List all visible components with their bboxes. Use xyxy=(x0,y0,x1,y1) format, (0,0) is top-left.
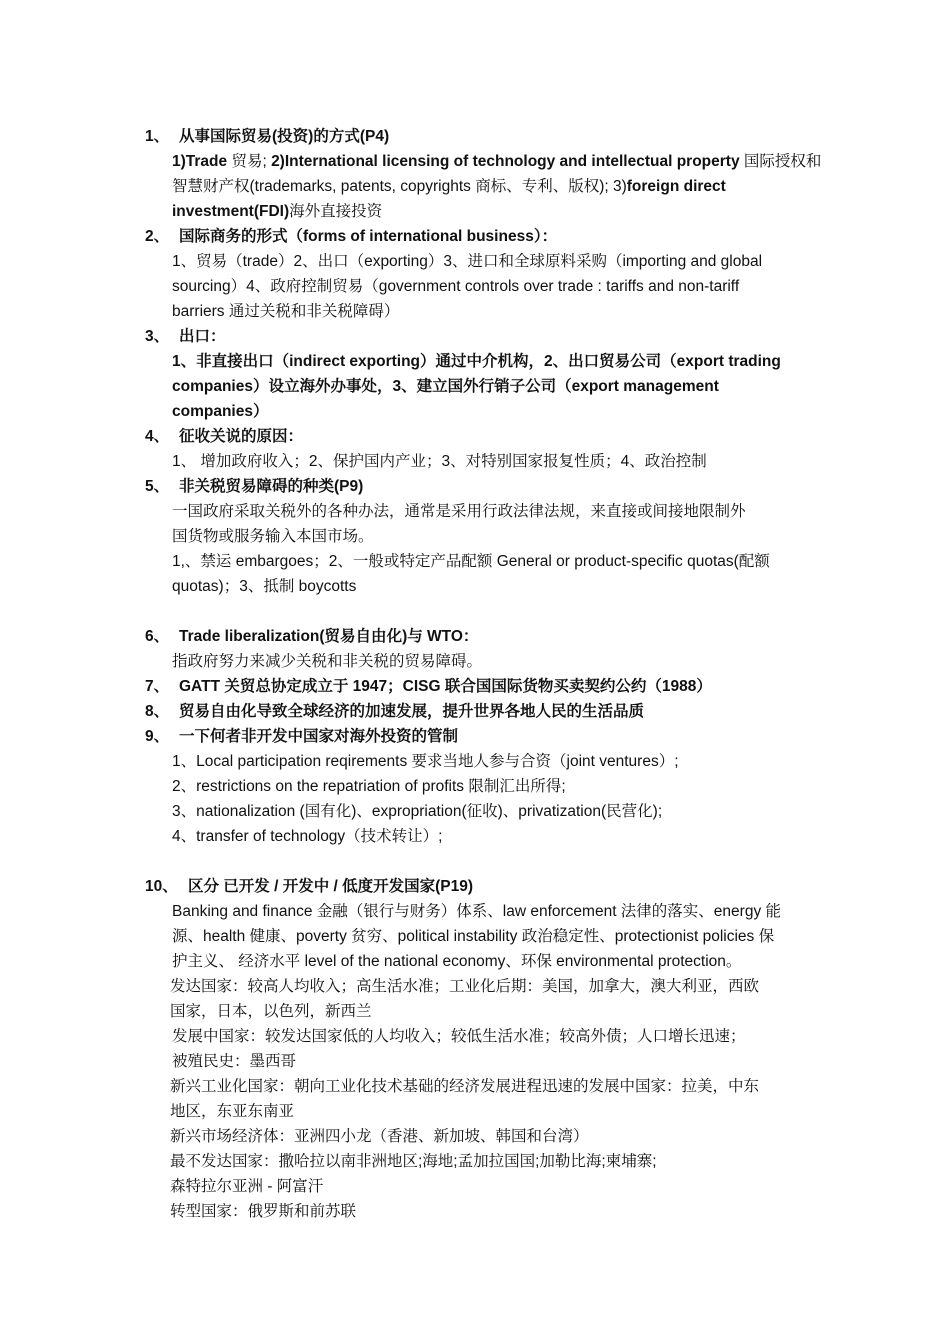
heading-text: 贸易自由化导致全球经济的加速发展，提升世界各地人民的生活品质 xyxy=(179,703,645,720)
heading-text: 国际商务的形式（forms of international business）： xyxy=(179,228,558,245)
section-2-heading xyxy=(145,224,557,249)
section-number: 7、 xyxy=(145,678,170,695)
section-number: 1、 xyxy=(145,128,170,145)
section-number: 4、 xyxy=(145,428,170,445)
section-3-line-2: companies）设立海外办事处，3、建立国外行销子公司（export management xyxy=(172,378,719,395)
section-10-line-7: 被殖民史：墨西哥 xyxy=(172,1053,297,1070)
section-4-line-1: 1、 增加政府收入；2、保护国内产业；3、对特别国家报复性质；4、政治控制 xyxy=(172,453,707,470)
section-number: 3、 xyxy=(145,328,170,345)
section-5-line-3: 1,、禁运 embargoes；2、一般或特定产品配额 General or product-specific quotas(配额 xyxy=(172,553,770,570)
section-9-line-4: 4、transfer of technology（技术转让）; xyxy=(172,828,443,845)
heading-text: 一下何者非开发中国家对海外投资的管制 xyxy=(179,728,459,745)
section-10-line-4: 发达国家：较高人均收入；高生活水准；工业化后期：美国，加拿大，澳大利亚，西欧 xyxy=(170,978,760,995)
section-6-line-1: 指政府努力来减少关税和非关税的贸易障碍。 xyxy=(172,653,483,670)
section-10-line-6: 发展中国家：较发达国家低的人均收入；较低生活水准；较高外债；人口增长迅速； xyxy=(172,1028,746,1045)
section-10-line-5: 国家，日本，以色列，新西兰 xyxy=(170,1003,372,1020)
section-number: 10、 xyxy=(145,878,178,895)
heading-text: 非关税贸易障碍的种类(P9) xyxy=(179,478,364,495)
section-9-line-1: 1、Local participation reqirements 要求当地人参与合资（joint ventures）; xyxy=(172,753,679,770)
section-6-heading xyxy=(145,624,478,649)
section-3-line-1: 1、非直接出口（indirect exporting）通过中介机构，2、出口贸易公司（export trading xyxy=(172,353,781,370)
section-10-line-12: 森特拉尔亚洲 - 阿富汗 xyxy=(170,1178,324,1195)
section-3-line-3: companies） xyxy=(172,403,269,420)
section-5-heading xyxy=(145,474,363,499)
heading-text: 区分 已开发 / 开发中 / 低度开发国家(P19) xyxy=(188,878,474,895)
section-1-line-3: investment(FDI)海外直接投资 xyxy=(172,203,383,220)
section-3-heading xyxy=(145,324,226,349)
heading-text: 从事国际贸易(投资)的方式(P4) xyxy=(179,128,390,145)
section-1-heading xyxy=(145,124,389,149)
section-5-line-2: 国货物或服务输入本国市场。 xyxy=(172,528,374,545)
section-10-line-10: 新兴市场经济体：亚洲四小龙（香港、新加坡、韩国和台湾） xyxy=(170,1128,589,1145)
section-number: 6、 xyxy=(145,628,170,645)
section-10-heading xyxy=(145,874,473,899)
section-9-line-2: 2、restrictions on the repatriation of profits 限制汇出所得; xyxy=(172,778,566,795)
heading-text: Trade liberalization(贸易自由化)与 WTO： xyxy=(179,628,479,645)
heading-text: GATT 关贸总协定成立于 1947；CISG 联合国国际货物买卖契约公约（1988） xyxy=(179,678,712,695)
section-number: 5、 xyxy=(145,478,170,495)
section-10-line-9: 地区，东亚东南亚 xyxy=(170,1103,295,1120)
section-10-line-8: 新兴工业化国家：朝向工业化技术基础的经济发展进程迅速的发展中国家：拉美，中东 xyxy=(170,1078,760,1095)
section-8-heading xyxy=(145,699,644,724)
section-10-line-2: 源、health 健康、poverty 贫穷、political instability 政治稳定性、protectionist policies 保 xyxy=(172,928,775,945)
section-5-line-4: quotas)；3、抵制 boycotts xyxy=(172,578,357,595)
section-2-line-2: sourcing）4、政府控制贸易（government controls over trade : tariffs and non-tariff xyxy=(172,278,740,295)
section-10-line-3: 护主义、 经济水平 level of the national economy、环保 environmental protection。 xyxy=(172,953,742,970)
section-4-heading xyxy=(145,424,303,449)
section-10-line-1: Banking and finance 金融（银行与财务）体系、law enforcement 法律的落实、energy 能 xyxy=(172,903,782,920)
section-9-line-3: 3、nationalization (国有化)、expropriation(征收)、privatization(民营化); xyxy=(172,803,663,820)
section-2-line-3: barriers 通过关税和非关税障碍） xyxy=(172,303,400,320)
section-10-line-13: 转型国家：俄罗斯和前苏联 xyxy=(170,1203,357,1220)
heading-text: 征收关说的原因： xyxy=(179,428,304,445)
section-1-line-1: 1)Trade 贸易; 2)International licensing of technology and intellectual property 国际授权和 xyxy=(172,153,822,170)
section-2-line-1: 1、贸易（trade）2、出口（exporting）3、进口和全球原料采购（importing and global xyxy=(172,253,763,270)
section-9-heading xyxy=(145,724,458,749)
section-5-line-1: 一国政府采取关税外的各种办法，通常是采用行政法律法规，来直接或间接地限制外 xyxy=(172,503,746,520)
section-10-line-11: 最不发达国家：撒哈拉以南非洲地区;海地;孟加拉国国;加勒比海;柬埔寨; xyxy=(170,1153,657,1170)
heading-text: 出口： xyxy=(179,328,226,345)
section-1-line-2: 智慧财产权(trademarks, patents, copyrights 商标、专利、版权); 3)foreign direct xyxy=(172,178,726,195)
section-number: 8、 xyxy=(145,703,170,720)
section-number: 2、 xyxy=(145,228,170,245)
section-7-heading xyxy=(145,674,712,699)
section-number: 9、 xyxy=(145,728,170,745)
